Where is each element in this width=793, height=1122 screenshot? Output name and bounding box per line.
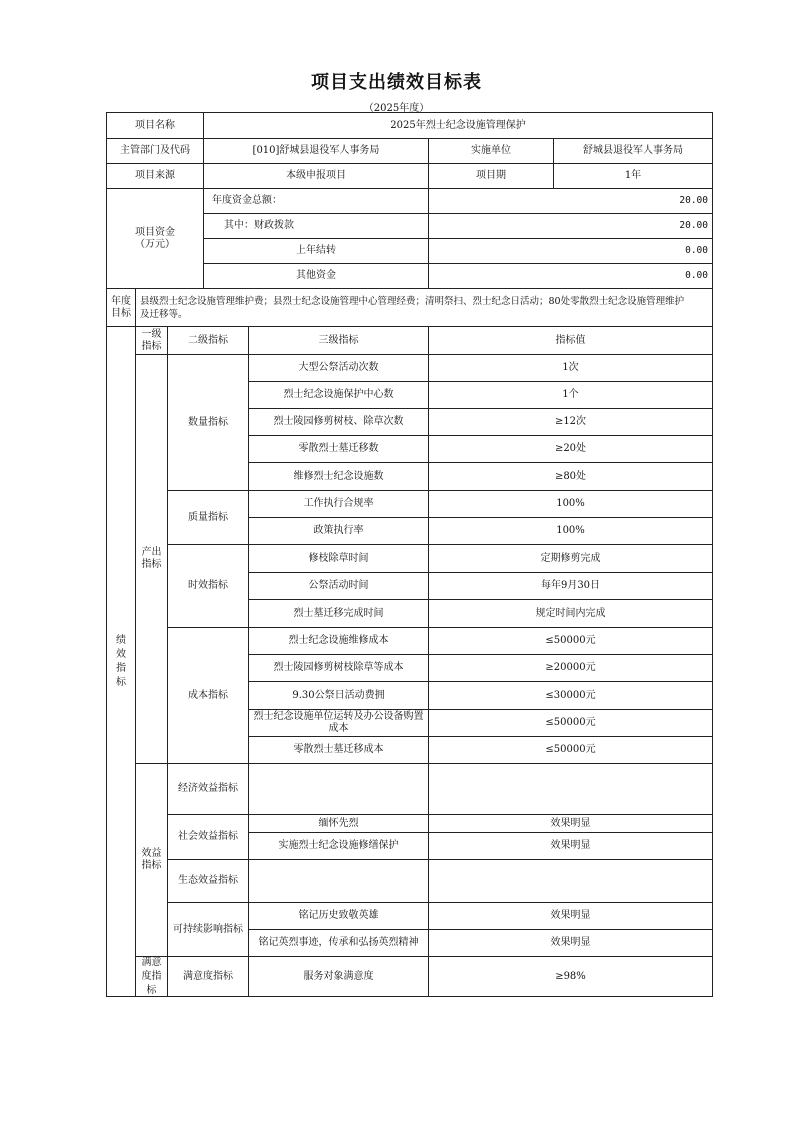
indicator-value: 每年9月30日 — [428, 572, 713, 600]
indicator-value: 效果明显 — [428, 814, 713, 833]
indicator-value: 效果明显 — [428, 902, 713, 930]
indicator-value: 100% — [428, 490, 713, 518]
header-level2: 二级指标 — [167, 326, 249, 355]
indicator-name: 铭记英烈事迹，传承和弘扬英烈精神 — [248, 929, 429, 957]
page-title: 项目支出绩效目标表 — [311, 72, 482, 93]
indicator-value: 100% — [428, 517, 713, 545]
indicator-value-empty — [428, 859, 713, 903]
funds-row-label: 其他资金 — [203, 263, 429, 289]
indicator-name: 服务对象满意度 — [248, 956, 429, 997]
indicator-name: 维修烈士纪念设施数 — [248, 462, 429, 491]
indicator-name: 烈士纪念设施保护中心数 — [248, 381, 429, 409]
satisfaction-label: 满意 度指 标 — [135, 956, 168, 997]
indicator-name: 政策执行率 — [248, 517, 429, 545]
indicator-name: 烈士陵园修剪树枝、除草次数 — [248, 408, 429, 436]
indicator-name: 烈士纪念设施单位运转及办公设备购置成本 — [248, 709, 429, 737]
indicator-value: 规定时间内完成 — [428, 599, 713, 628]
source-value: 本级申报项目 — [203, 163, 429, 189]
funds-row-label: 其中：财政拨款 — [203, 213, 429, 239]
indicator-value: ≤50000元 — [428, 736, 713, 764]
indicator-value: 1个 — [428, 381, 713, 409]
level2-name: 满意度指标 — [167, 956, 249, 997]
project-name-value: 2025年烈士纪念设施管理保护 — [203, 112, 713, 139]
indicator-value: ≥12次 — [428, 408, 713, 436]
benefit-label: 效益 指标 — [135, 763, 168, 957]
period-label: 项目期 — [428, 163, 554, 189]
impl-label: 实施单位 — [428, 138, 554, 164]
level2-name: 时效指标 — [167, 544, 249, 628]
dept-label: 主管部门及代码 — [106, 138, 204, 164]
goal-text: 县级烈士纪念设施管理维护费；县烈士纪念设施管理中心管理经费；清明祭扫、烈士纪念日活动；80处零散烈士纪念设施管理维护 及迁移等。 — [135, 288, 713, 327]
output-label: 产出 指标 — [135, 354, 168, 764]
indicator-name: 缅怀先烈 — [248, 814, 429, 833]
indicator-name-empty — [248, 859, 429, 903]
indicator-name: 大型公祭活动次数 — [248, 354, 429, 382]
funds-row-value: 0.00 — [428, 263, 713, 289]
funds-row-label: 上年结转 — [203, 238, 429, 264]
level2-name: 数量指标 — [167, 354, 249, 491]
funds-row-label: 年度资金总额： — [203, 188, 429, 214]
indicator-name: 修枝除草时间 — [248, 544, 429, 573]
indicator-value: ≤50000元 — [428, 709, 713, 737]
dept-value: [010]舒城县退役军人事务局 — [203, 138, 429, 164]
period-value: 1年 — [553, 163, 713, 189]
header-level3: 三级指标 — [248, 326, 429, 355]
indicator-name: 烈士陵园修剪树枝除草等成本 — [248, 654, 429, 682]
indicator-value: ≥20处 — [428, 435, 713, 463]
indicator-value: 定期修剪完成 — [428, 544, 713, 573]
level2-name: 成本指标 — [167, 627, 249, 764]
indicator-name: 烈士墓迁移完成时间 — [248, 599, 429, 628]
funds-row-value: 0.00 — [428, 238, 713, 264]
indicator-value: 效果明显 — [428, 929, 713, 957]
level2-name: 质量指标 — [167, 490, 249, 545]
indicator-name: 零散烈士墓迁移成本 — [248, 736, 429, 764]
indicator-value: 1次 — [428, 354, 713, 382]
level2-name: 经济效益指标 — [167, 763, 249, 815]
indicator-name-empty — [248, 763, 429, 815]
indicator-value: ≤50000元 — [428, 627, 713, 655]
indicator-name: 公祭活动时间 — [248, 572, 429, 600]
indicator-name: 铭记历史致敬英雄 — [248, 902, 429, 930]
goal-label: 年度 目标 — [106, 288, 136, 327]
header-value: 指标值 — [428, 326, 713, 355]
funds-row-value: 20.00 — [428, 188, 713, 214]
indicator-name: 零散烈士墓迁移数 — [248, 435, 429, 463]
level2-name: 生态效益指标 — [167, 859, 249, 903]
page-subtitle: （2025年度） — [363, 103, 430, 114]
indicator-value-empty — [428, 763, 713, 815]
level2-name: 可持续影响指标 — [167, 902, 249, 957]
project-name-label: 项目名称 — [106, 112, 204, 139]
indicator-name: 实施烈士纪念设施修缮保护 — [248, 832, 429, 860]
indicator-name: 9.30公祭日活动费拥 — [248, 681, 429, 710]
indicator-value: 效果明显 — [428, 832, 713, 860]
header-level1: 一级 指标 — [135, 326, 168, 355]
indicator-value: ≤30000元 — [428, 681, 713, 710]
indicator-name: 烈士纪念设施维修成本 — [248, 627, 429, 655]
indicator-value: ≥20000元 — [428, 654, 713, 682]
level2-name: 社会效益指标 — [167, 814, 249, 860]
performance-indicators-label: 绩 效 指 标 — [106, 326, 136, 997]
funds-label: 项目资金 （万元） — [106, 188, 204, 289]
indicator-name: 工作执行合规率 — [248, 490, 429, 518]
funds-row-value: 20.00 — [428, 213, 713, 239]
source-label: 项目来源 — [106, 163, 204, 189]
indicator-value: ≥80处 — [428, 462, 713, 491]
impl-value: 舒城县退役军人事务局 — [553, 138, 713, 164]
indicator-value: ≥98% — [428, 956, 713, 997]
